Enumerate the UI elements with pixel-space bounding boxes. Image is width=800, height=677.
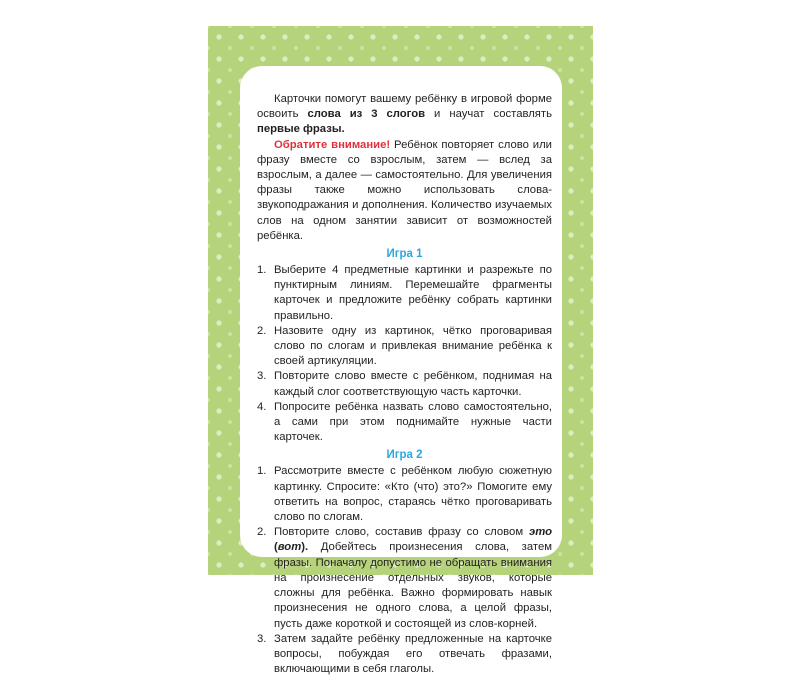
game2-item <box>257 525 552 631</box>
notice-paragraph <box>257 138 552 244</box>
game1-item <box>257 263 552 324</box>
game1-item <box>257 324 552 370</box>
game1-list <box>257 263 552 445</box>
item-paren-open: ( <box>274 541 278 554</box>
item-number: 3. <box>257 370 267 383</box>
item-text: Рассмотрите вместе с ребёнком любую сюжетную картинку. Спросите: «Кто (что) это?» Помогите ему ответить на вопрос, стараясь чётко проговаривать слово по слогам. <box>274 465 552 524</box>
item-text-2: Добейтесь произнесения слова, затем фразы. Поначалу допустимо не обращать внимания на произнесение отдельных звуков, которые сложны для ребёнка. Важно формировать навык произнесения не одного слова, а целой фразы, пусть даже короткой и состоящей из слов-корней. <box>274 541 552 630</box>
notice-label: Обратите внимание! <box>274 138 391 151</box>
item-paren-close: ). <box>301 541 309 554</box>
instruction-card <box>208 26 593 676</box>
item-word-vot: вот <box>277 541 302 554</box>
game1-item <box>257 369 552 399</box>
item-text: Затем задайте ребёнку предложенные на карточке вопросы, побуждая его отвечать фразами, включающими в себя глаголы. <box>274 632 552 676</box>
game2-item <box>257 464 552 525</box>
intro-paragraph <box>257 92 552 138</box>
item-text: Повторите слово вместе с ребёнком, поднимая на каждый слог соответствующую часть карточки. <box>274 370 552 398</box>
item-text: Выберите 4 предметные картинки и разрежьте по пунктирным линиям. Перемешайте фрагменты карточек и предложите ребёнку собрать картинки правильно. <box>274 264 552 322</box>
game1-title: Игра 1 <box>386 248 423 261</box>
instruction-panel <box>240 66 562 676</box>
intro-bold-phrases: первые фразы. <box>257 123 345 136</box>
game2-title: Игра 2 <box>386 449 423 462</box>
item-number: 1. <box>257 264 267 277</box>
intro-text: Карточки помогут вашему ребёнку в игровой форме освоить <box>257 93 552 121</box>
item-text: Повторите слово, составив фразу со словом <box>274 526 529 539</box>
item-number: 2. <box>257 526 267 539</box>
game2-item <box>257 632 552 677</box>
item-word-eto: это <box>528 526 552 539</box>
game1-item <box>257 400 552 446</box>
item-text: Назовите одну из картинок, чётко проговаривая слово по слогам и привлекая внимание ребёнка к своей артикуляции. <box>274 324 552 368</box>
intro-bold-syllables: слова из 3 слогов <box>307 108 426 121</box>
notice-text: Ребёнок повторяет слово или фразу вместе со взрослым, затем — вслед за взрослым, а далее — самостоятельно. Для увеличения фразы также можно использовать слова-звукоподражания и дополнения. Количество изучаемых слов на одном занятии зависит от возможностей ребёнка. <box>257 138 552 242</box>
item-number: 4. <box>257 400 267 413</box>
item-number: 1. <box>257 465 267 478</box>
intro-text-2: и научат составлять <box>425 108 552 121</box>
game2-list <box>257 464 552 677</box>
item-text: Попросите ребёнка назвать слово самостоятельно, а сами при этом поднимайте нужные части карточек. <box>274 400 552 444</box>
item-number: 2. <box>257 324 267 337</box>
item-number: 3. <box>257 632 267 645</box>
